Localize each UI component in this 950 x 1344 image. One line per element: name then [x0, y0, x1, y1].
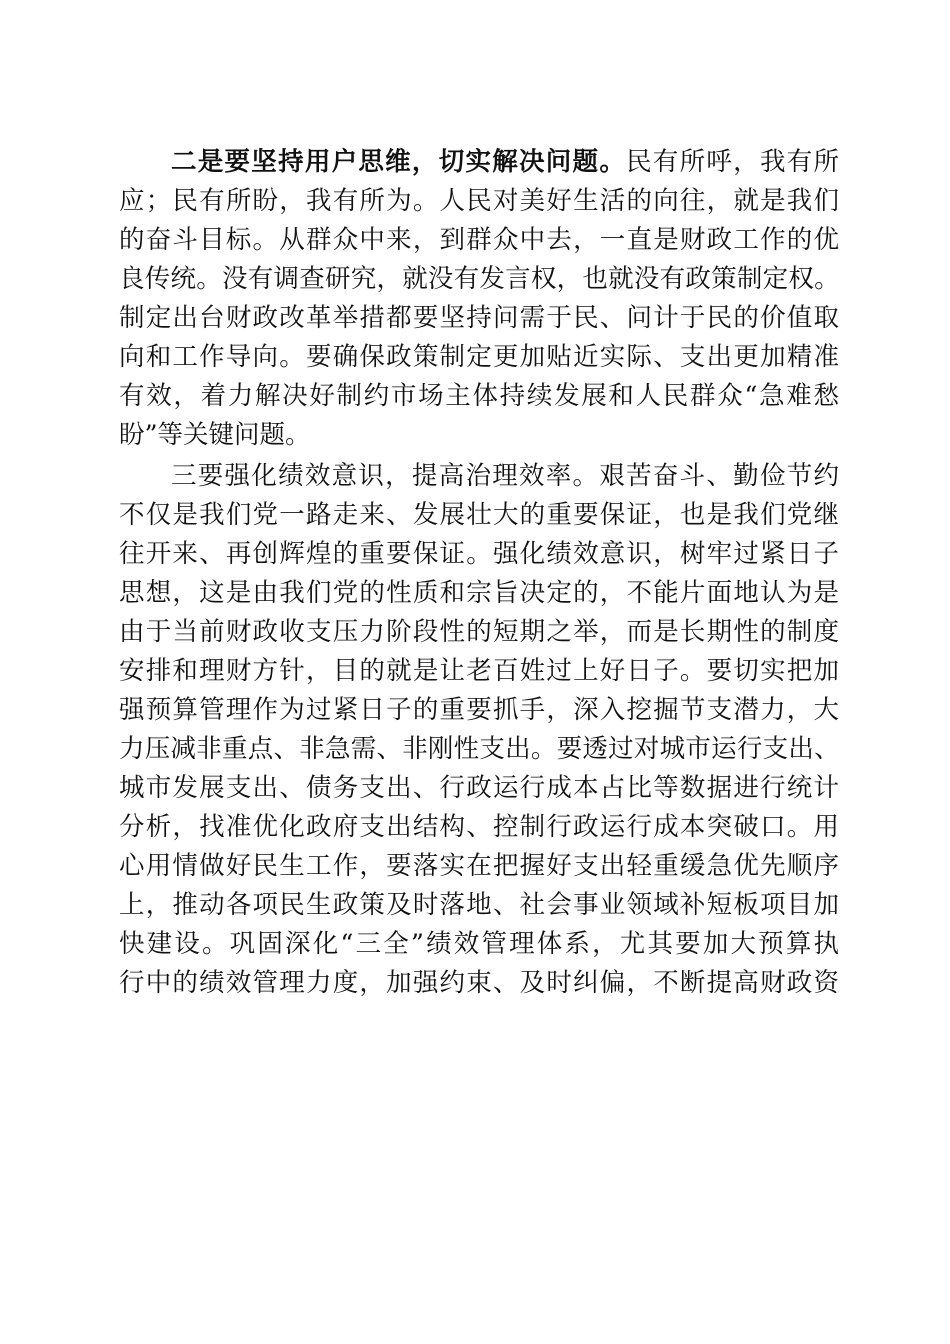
paragraph-line: 行中的绩效管理力度，加强约束、及时纠偏，不断提高财政资	[119, 968, 839, 998]
paragraph-line	[119, 457, 839, 496]
paragraph-line: 思想，这是由我们党的性质和宗旨决定的，不能片面地认为是	[119, 578, 839, 608]
paragraph-line: 强预算管理作为过紧日子的重要抓手，深入挖掘节支潜力，大	[119, 695, 839, 725]
paragraph-line: 应；民有所盼，我有所为。人民对美好生活的向往，就是我们	[119, 186, 839, 216]
paragraph-performance-awareness	[119, 457, 839, 1003]
paragraph-line: 力压减非重点、非急需、非刚性支出。要透过对城市运行支出、	[119, 734, 839, 764]
paragraph-lead-heading: 三要强化绩效意识，提高治理效率。	[171, 461, 600, 491]
paragraph-line: 不仅是我们党一路走来、发展壮大的重要保证，也是我们党继	[119, 500, 839, 530]
paragraph-line	[119, 143, 839, 182]
paragraph-line: 分析，找准优化政府支出结构、控制行政运行成本突破口。用	[119, 812, 839, 842]
paragraph-line: 良传统。没有调查研究，就没有发言权，也就没有政策制定权。	[119, 264, 839, 294]
paragraph-line: 心用情做好民生工作，要落实在把握好支出轻重缓急优先顺序	[119, 851, 839, 881]
paragraph-line: 有效，着力解决好制约市场主体持续发展和人民群众“急难愁	[119, 381, 839, 411]
paragraph-line: 由于当前财政收支压力阶段性的短期之举，而是长期性的制度	[119, 617, 839, 647]
paragraph-line: 城市发展支出、债务支出、行政运行成本占比等数据进行统计	[119, 773, 839, 803]
paragraph-line: 向和工作导向。要确保政策制定更加贴近实际、支出更加精准	[119, 342, 839, 372]
paragraph-lead-heading: 二是要坚持用户思维，切实解决问题。	[171, 147, 627, 177]
paragraph-text: 艰苦奋斗、勤俭节约	[599, 461, 839, 491]
paragraph-line: 上，推动各项民生政策及时落地、社会事业领域补短板项目加	[119, 890, 839, 920]
paragraph-text: 民有所呼，我有所	[626, 147, 839, 177]
paragraph-line: 盼”等关键问题。	[119, 420, 311, 450]
paragraph-line: 快建设。巩固深化“三全”绩效管理体系，尤其要加大预算执	[119, 929, 839, 959]
paragraph-line: 往开来、再创辉煌的重要保证。强化绩效意识，树牢过紧日子	[119, 539, 839, 569]
document-body	[119, 143, 839, 1003]
paragraph-line: 制定出台财政改革举措都要坚持问需于民、问计于民的价值取	[119, 303, 839, 333]
paragraph-line: 的奋斗目标。从群众中来，到群众中去，一直是财政工作的优	[119, 225, 839, 255]
paragraph-user-thinking	[119, 143, 839, 455]
paragraph-line: 安排和理财方针，目的就是让老百姓过上好日子。要切实把加	[119, 656, 839, 686]
